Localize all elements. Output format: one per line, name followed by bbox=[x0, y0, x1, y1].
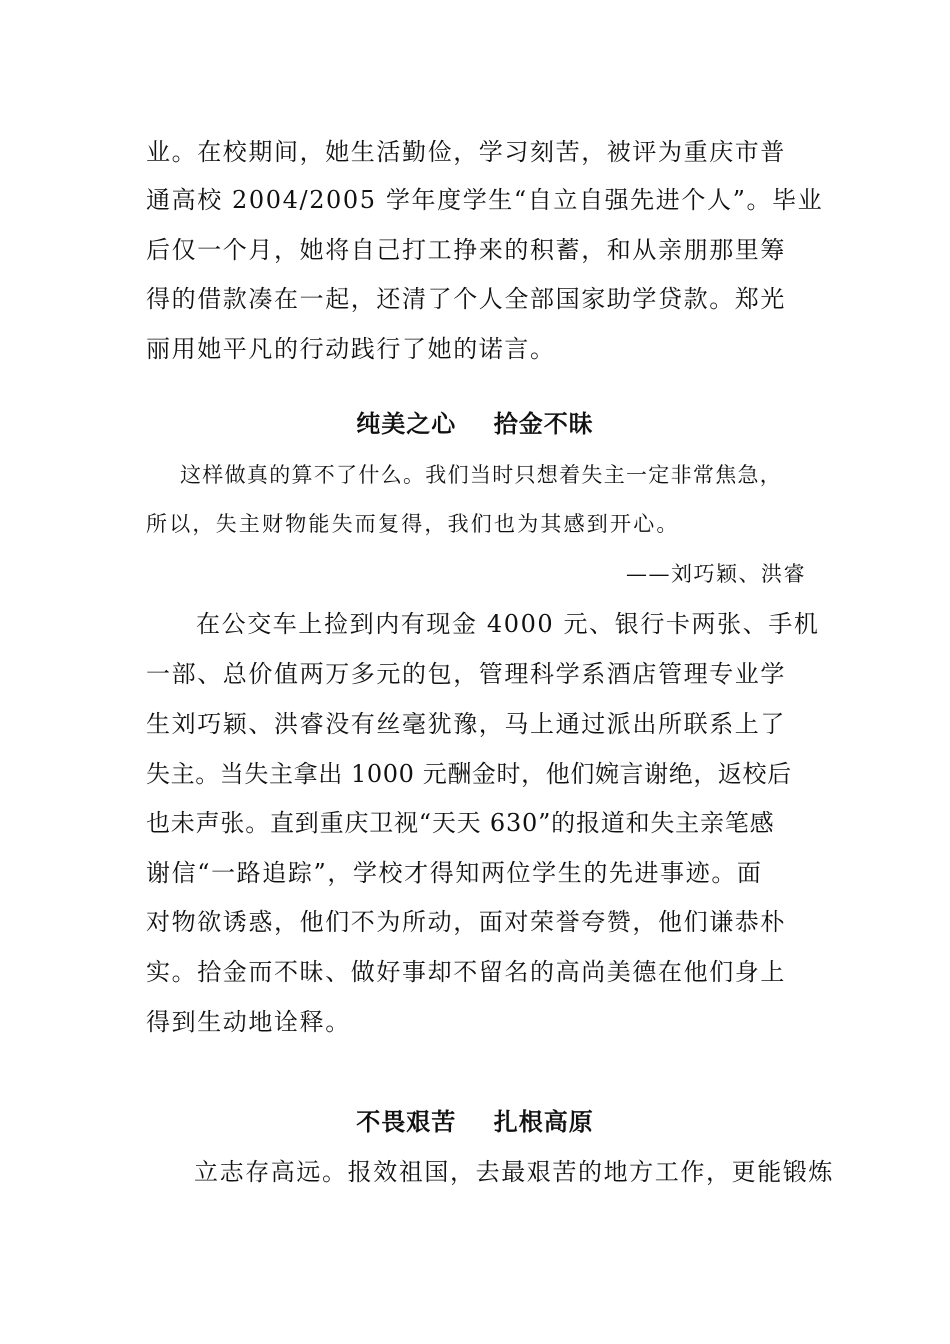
paragraph-line: 立志存高远。报效祖国，去最艰苦的地方工作，更能锻炼 bbox=[194, 1158, 834, 1186]
paragraph-line: 在公交车上捡到内有现金 4000 元、银行卡两张、手机 bbox=[196, 610, 820, 638]
paragraph-line: 得的借款凑在一起，还清了个人全部国家助学贷款。郑光 bbox=[146, 285, 786, 313]
paragraph-line: 失主。当失主拿出 1000 元酬金时，他们婉言谢绝，返校后 bbox=[146, 760, 792, 788]
paragraph-line: 实。拾金而不昧、做好事却不留名的高尚美德在他们身上 bbox=[146, 958, 786, 986]
paragraph-line: 也未声张。直到重庆卫视“天天 630”的报道和失主亲笔感 bbox=[146, 809, 775, 837]
section-heading-pure-heart: 纯美之心 拾金不昧 bbox=[356, 409, 594, 438]
paragraph-line: 谢信“一路追踪”，学校才得知两位学生的先进事迹。面 bbox=[146, 859, 763, 887]
section-heading-plateau: 不畏艰苦 扎根高原 bbox=[356, 1107, 594, 1136]
paragraph-line: 后仅一个月，她将自己打工挣来的积蓄，和从亲朋那里筹 bbox=[146, 236, 786, 264]
paragraph-line: 对物欲诱惑，他们不为所动，面对荣誉夸赞，他们谦恭朴 bbox=[146, 908, 786, 936]
paragraph-line: 丽用她平凡的行动践行了她的诺言。 bbox=[146, 335, 556, 363]
quote-line: 所以，失主财物能失而复得，我们也为其感到开心。 bbox=[146, 512, 680, 536]
paragraph-line: 业。在校期间，她生活勤俭，学习刻苦，被评为重庆市普 bbox=[146, 138, 786, 166]
quote-line: 这样做真的算不了什么。我们当时只想着失主一定非常焦急， bbox=[180, 463, 783, 487]
paragraph-line: 通高校 2004/2005 学年度学生“自立自强先进个人”。毕业 bbox=[146, 186, 824, 214]
paragraph-line: 得到生动地诠释。 bbox=[146, 1008, 351, 1036]
paragraph-line: 生刘巧颖、洪睿没有丝毫犹豫，马上通过派出所联系上了 bbox=[146, 710, 786, 738]
paragraph-line: 一部、总价值两万多元的包，管理科学系酒店管理专业学 bbox=[146, 660, 786, 688]
quote-attribution: ——刘巧颖、洪睿 bbox=[626, 562, 806, 586]
